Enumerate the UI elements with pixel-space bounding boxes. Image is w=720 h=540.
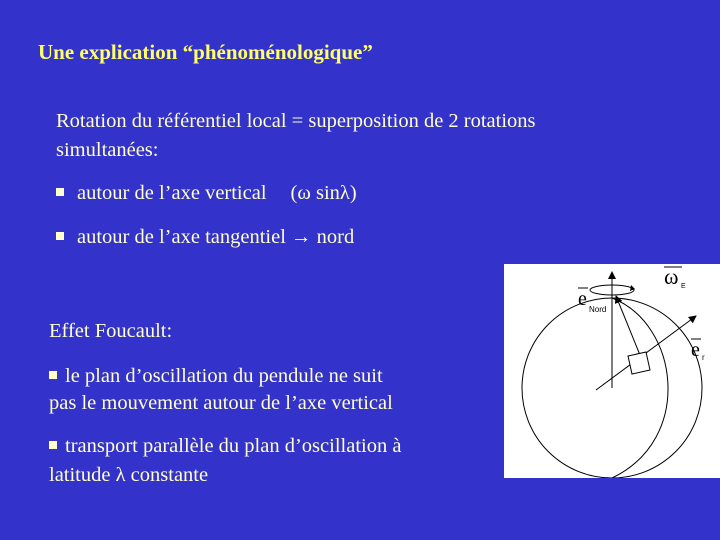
meridian-arc — [612, 298, 668, 478]
square-bullet-icon — [56, 232, 64, 240]
slide-title: Une explication “phénoménologique” — [38, 40, 373, 64]
earth-rotation-diagram — [504, 264, 720, 478]
square-bullet-icon — [56, 188, 64, 196]
omega-label: ω — [664, 264, 679, 289]
bullet2-text: autour de l’axe tangentiel — [77, 226, 286, 248]
omega-subscript: E — [681, 283, 686, 290]
effet-bullet-2-line-2: latitude λ constante — [49, 464, 209, 486]
bullet1-text: autour de l’axe vertical — [77, 182, 267, 204]
effet-bullet-1-line-2: pas le mouvement autour de l’axe vertical — [49, 392, 393, 414]
bullet-tangential-axis — [56, 222, 354, 252]
bullet1-formula: (ω sinλ) — [290, 182, 357, 204]
earth-diagram-svg — [504, 264, 720, 478]
intro-line-1: Rotation du référentiel local = superposition de 2 rotations — [56, 110, 536, 132]
bullet-vertical-axis — [56, 178, 357, 208]
bullet2-end: nord — [316, 226, 355, 248]
e-r-subscript: r — [702, 353, 705, 362]
effet-bullet-1-line-1 — [49, 361, 383, 391]
e-nord-symbol: e — [578, 288, 587, 310]
square-bullet-icon — [49, 441, 57, 449]
effet-bullet-2-line-1 — [49, 431, 401, 461]
effet-b2-text: transport parallèle du plan d’oscillation à — [65, 435, 402, 457]
e-nord-subscript: Nord — [589, 305, 607, 314]
square-bullet-icon — [49, 371, 57, 379]
effet-foucault-title: Effet Foucault: — [49, 320, 173, 342]
north-vector-arrow — [616, 296, 642, 360]
intro-line-2: simultanées: — [56, 139, 159, 161]
right-arrow-icon: → — [291, 226, 312, 248]
effet-b1-text: le plan d’oscillation du pendule ne suit — [65, 365, 383, 387]
pendulum-box — [628, 352, 650, 374]
e-r-symbol: e — [691, 339, 700, 361]
